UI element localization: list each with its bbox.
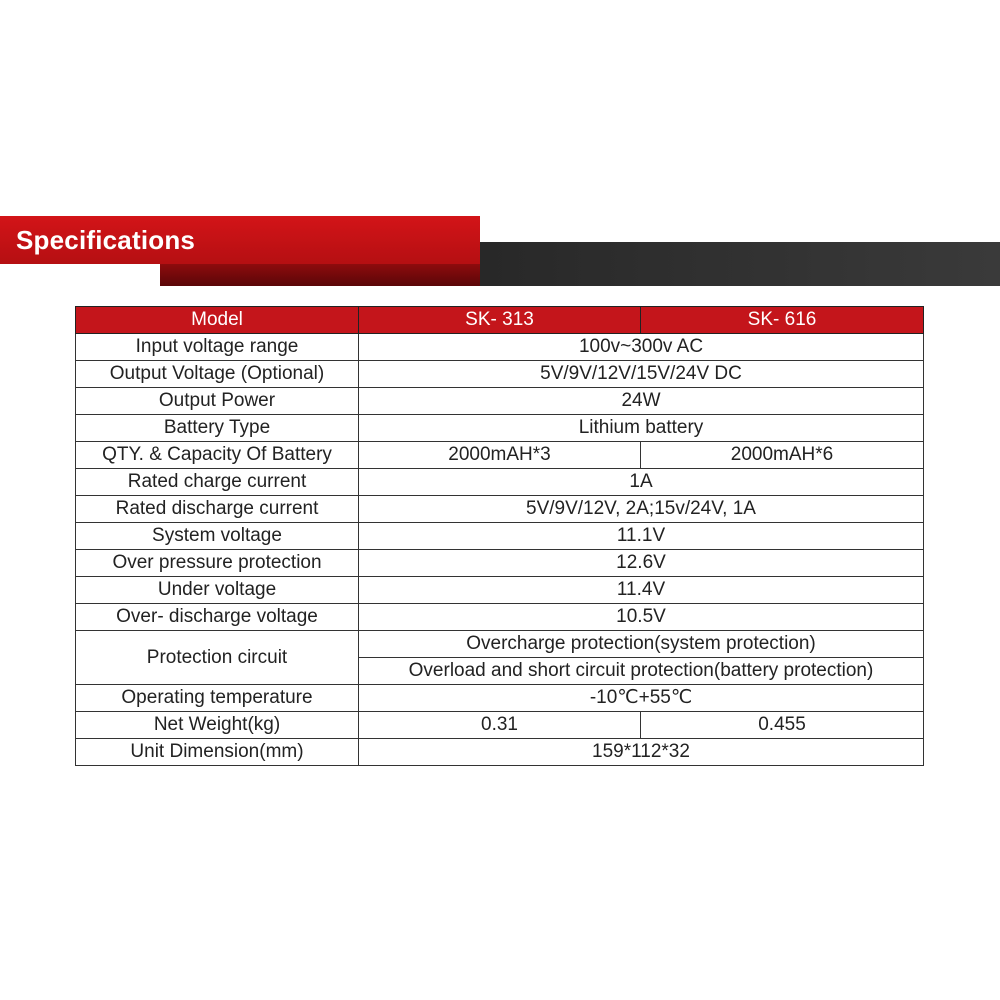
table-row (76, 496, 924, 523)
row-value: 11.1V (359, 523, 924, 550)
row-value: 100v~300v AC (359, 334, 924, 361)
section-title: Specifications (16, 225, 196, 255)
row-value: 5V/9V/12V, 2A;15v/24V, 1A (359, 496, 924, 523)
table-row (76, 415, 924, 442)
table-row (76, 739, 924, 766)
table-row (76, 523, 924, 550)
banner-red-bar (0, 216, 480, 264)
header-model: Model (76, 307, 359, 334)
table-row (76, 388, 924, 415)
row-label: Under voltage (76, 577, 359, 604)
row-value: 24W (359, 388, 924, 415)
row-value: 11.4V (359, 577, 924, 604)
row-value: -10℃+55℃ (359, 685, 924, 712)
row-value-sk313: 2000mAH*3 (359, 442, 641, 469)
row-value: 5V/9V/12V/15V/24V DC (359, 361, 924, 388)
row-label: Unit Dimension(mm) (76, 739, 359, 766)
row-value: 12.6V (359, 550, 924, 577)
table-row (76, 712, 924, 739)
specifications-banner (0, 216, 1000, 290)
table-row (76, 631, 924, 658)
row-label: System voltage (76, 523, 359, 550)
row-label: Operating temperature (76, 685, 359, 712)
row-label: Output Voltage (Optional) (76, 361, 359, 388)
row-label: Rated charge current (76, 469, 359, 496)
table-row (76, 604, 924, 631)
specifications-table (75, 306, 924, 766)
table-header-row (76, 307, 924, 334)
row-value: 1A (359, 469, 924, 496)
table-row (76, 334, 924, 361)
row-label: QTY. & Capacity Of Battery (76, 442, 359, 469)
row-value: Overcharge protection(system protection) (359, 631, 924, 658)
table-row (76, 469, 924, 496)
row-value-sk616: 0.455 (641, 712, 924, 739)
row-value: 159*112*32 (359, 739, 924, 766)
row-label: Net Weight(kg) (76, 712, 359, 739)
table-row (76, 577, 924, 604)
row-value: Overload and short circuit protection(battery protection) (359, 658, 924, 685)
table-row (76, 685, 924, 712)
table-row (76, 442, 924, 469)
row-label: Protection circuit (76, 631, 359, 685)
row-label: Over- discharge voltage (76, 604, 359, 631)
row-label: Input voltage range (76, 334, 359, 361)
table-row (76, 550, 924, 577)
header-sk313: SK- 313 (359, 307, 641, 334)
row-value-sk313: 0.31 (359, 712, 641, 739)
row-label: Over pressure protection (76, 550, 359, 577)
row-label: Output Power (76, 388, 359, 415)
banner-red-shadow (160, 264, 480, 286)
row-label: Battery Type (76, 415, 359, 442)
row-value: Lithium battery (359, 415, 924, 442)
row-value: 10.5V (359, 604, 924, 631)
header-sk616: SK- 616 (641, 307, 924, 334)
row-label: Rated discharge current (76, 496, 359, 523)
table-row (76, 361, 924, 388)
row-value-sk616: 2000mAH*6 (641, 442, 924, 469)
